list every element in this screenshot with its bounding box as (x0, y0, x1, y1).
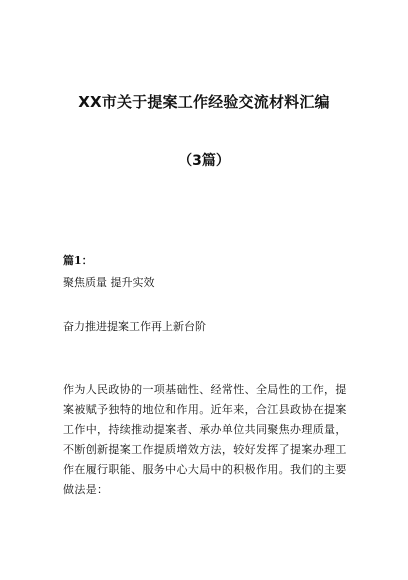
section-heading: 聚焦质量 提升实效 (63, 276, 155, 289)
paragraph-line: 作在履行职能、服务中心大局中的积极作用。我们的主要 (63, 463, 347, 476)
document-title: XX市关于提案工作经验交流材料汇编 (78, 93, 330, 111)
part-label: 篇1： (63, 254, 93, 267)
paragraph-line: 案被赋予独特的地位和作用。近年来，合江县政协在提案 (63, 403, 347, 416)
document-subtitle: （3篇） (178, 153, 230, 169)
sub-heading: 奋力推进提案工作再上新台阶 (63, 320, 206, 333)
paragraph-line: 作为人民政协的一项基础性、经常性、全局性的工作，提 (63, 383, 347, 396)
paragraph-line: 做法是： (63, 483, 109, 496)
paragraph-line: 不断创新提案工作提质增效方法，较好发挥了提案办理工 (63, 443, 347, 456)
paragraph-line: 工作中，持续推动提案者、承办单位共同聚焦办理质量， (63, 423, 347, 436)
body-paragraph (63, 380, 355, 500)
